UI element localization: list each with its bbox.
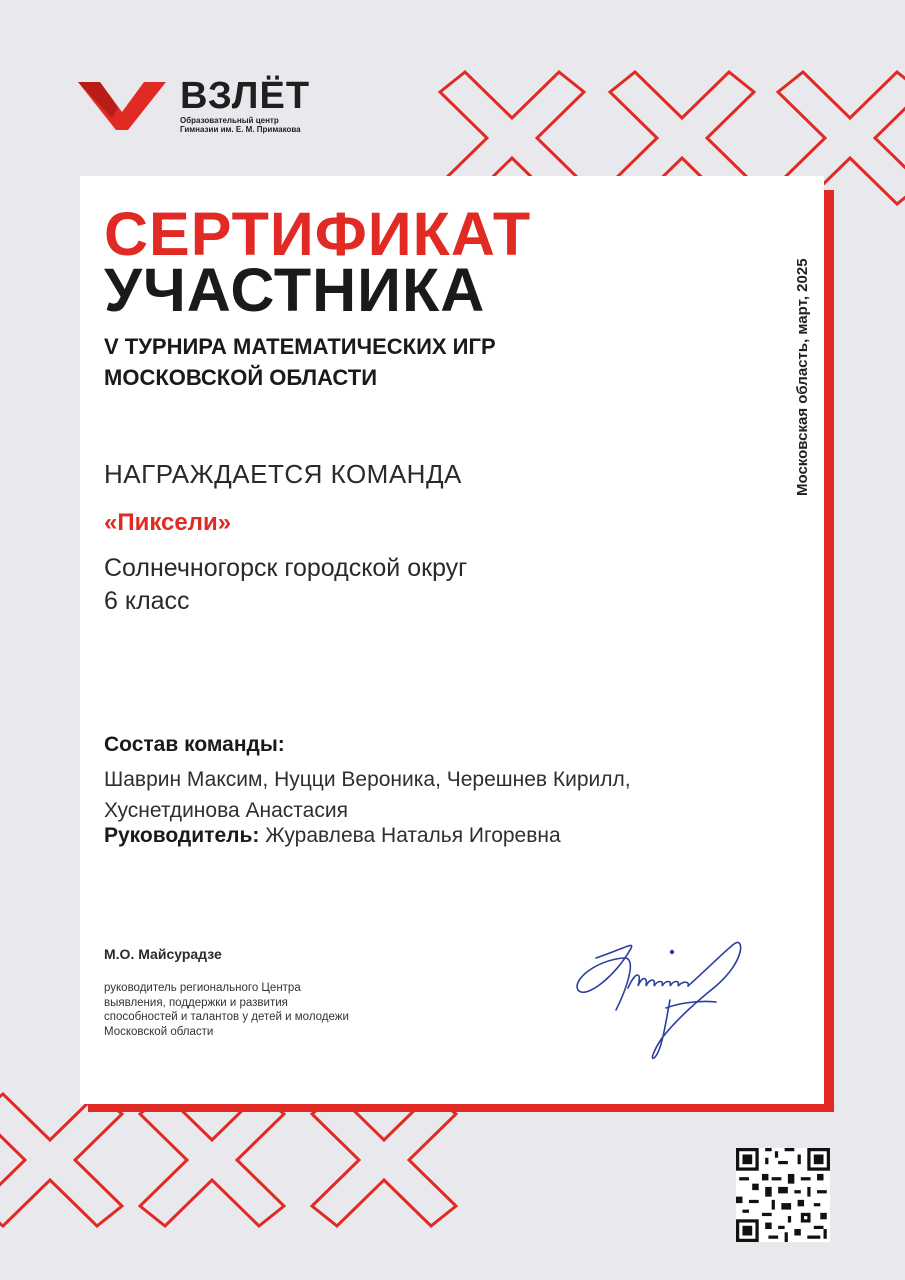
signer-role-line3: способностей и талантов у детей и молодежи	[104, 1011, 349, 1023]
certificate-card	[80, 176, 824, 1104]
signer-role-line1: руководитель регионального Центра	[104, 982, 301, 994]
logo-subtitle-line1: Образовательный центр	[180, 116, 279, 125]
logo-subtitle-line2: Гимназии им. Е. М. Примакова	[180, 125, 301, 134]
tournament-subtitle	[104, 331, 624, 393]
certificate-title-line2: УЧАСТНИКА	[104, 256, 486, 324]
composition-label: Состав команды:	[104, 733, 285, 756]
side-caption: Московская область, март, 2025	[794, 258, 811, 496]
subtitle-line2: МОСКОВСКОЙ ОБЛАСТИ	[104, 365, 378, 390]
certificate-title: СЕРТИФИКАТ	[104, 200, 532, 268]
grade: 6 класс	[104, 587, 190, 615]
signer-role-line4: Московской области	[104, 1025, 214, 1038]
leader-name: Журавлева Наталья Игоревна	[265, 824, 561, 847]
district: Солнечногорск городской округ	[104, 554, 468, 582]
members-line1: Шаврин Максим, Нуцци Вероника, Черешнев Кирилл,	[104, 768, 631, 791]
logo-name: ВЗЛЁТ	[180, 75, 311, 117]
qr-code-icon	[736, 1148, 830, 1242]
awarded-text: НАГРАЖДАЕТСЯ КОМАНДА	[104, 459, 462, 489]
leader-label: Руководитель:	[104, 824, 260, 847]
signer-role	[104, 981, 404, 1039]
subtitle-line1: V ТУРНИРА МАТЕМАТИЧЕСКИХ ИГР	[104, 334, 496, 359]
signer-role-line2: выявления, поддержки и развития	[104, 996, 288, 1009]
team-members	[104, 764, 794, 826]
signature-image	[566, 930, 756, 1080]
logo	[78, 75, 311, 134]
team-name: «Пиксели»	[104, 509, 232, 536]
team-leader	[104, 824, 561, 848]
members-line2: Хуснетдинова Анастасия	[104, 799, 348, 822]
signer-name: М.О. Майсурадзе	[104, 946, 222, 962]
logo-v-mark-icon	[78, 78, 170, 132]
